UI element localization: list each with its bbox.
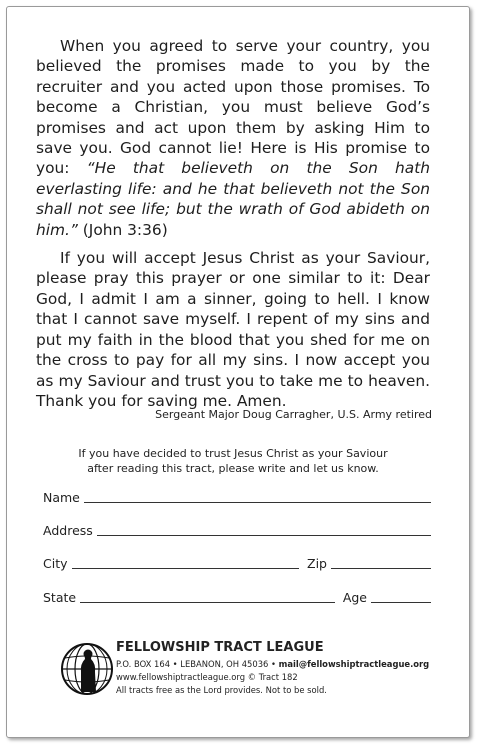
org-website-line: www.fellowshiptractleague.org © Tract 182 [116,672,298,682]
address-field[interactable] [97,523,431,536]
paragraph-prayer: If you will accept Jesus Christ as your Saviour, please pray this prayer or one similar to it: Dear God, I admit I am a sinner, going to hell. I know that I cannot save myself. I repent of my sins and put my faith in the blood that you shed for me on the cross to pay for all my sins. I now accept you as my Saviour and trust you to take me to heaven. Thank you for saving me. Amen. [36,249,430,410]
org-email-link[interactable]: mail@fellowshiptractleague.org [278,659,430,669]
scripture-citation: (John 3:36) [77,220,168,239]
scripture-quote: “He that believeth on the Son hath everlasting life: and he that believeth not the Son shall not see life; but the wrath of God abideth on him.” [36,159,431,239]
city-label: City [43,556,68,571]
paragraph-promise-text: When you agreed to serve your country, you believed the promises made to you by the recruiter and you acted upon those promises. To become a Christian, you must believe God’s promises and act upon them by asking Him to save you. God cannot lie! Here is His promise to you: [36,37,430,178]
age-label: Age [342,590,367,605]
org-name: FELLOWSHIP TRACT LEAGUE [116,640,324,655]
tract-body [36,36,430,411]
city-field[interactable] [72,556,300,569]
state-age-row [43,590,431,605]
city-zip-row [43,556,431,571]
response-form-intro [36,446,430,476]
name-row [43,490,431,505]
org-address-line [116,659,429,669]
name-label: Name [43,490,80,505]
free-notice: All tracts free as the Lord provides. Not to be sold. [116,685,327,695]
state-label: State [43,590,77,605]
author-signature: Sergeant Major Doug Carragher, U.S. Army retired [155,408,432,421]
form-intro-line-1: If you have decided to trust Jesus Christ as your Saviour [78,447,388,460]
form-intro-line-2: after reading this tract, please write and let us know. [87,462,379,475]
org-address: P.O. BOX 164 • LEBANON, OH 45036 • [116,659,279,669]
paragraph-promise [36,36,430,240]
globe-with-figure-icon [60,642,114,696]
state-field[interactable] [80,590,335,603]
address-row [43,523,431,538]
address-label: Address [43,523,93,538]
name-field[interactable] [84,490,431,503]
age-field[interactable] [371,590,431,603]
zip-field[interactable] [331,556,431,569]
zip-label: Zip [307,556,327,571]
